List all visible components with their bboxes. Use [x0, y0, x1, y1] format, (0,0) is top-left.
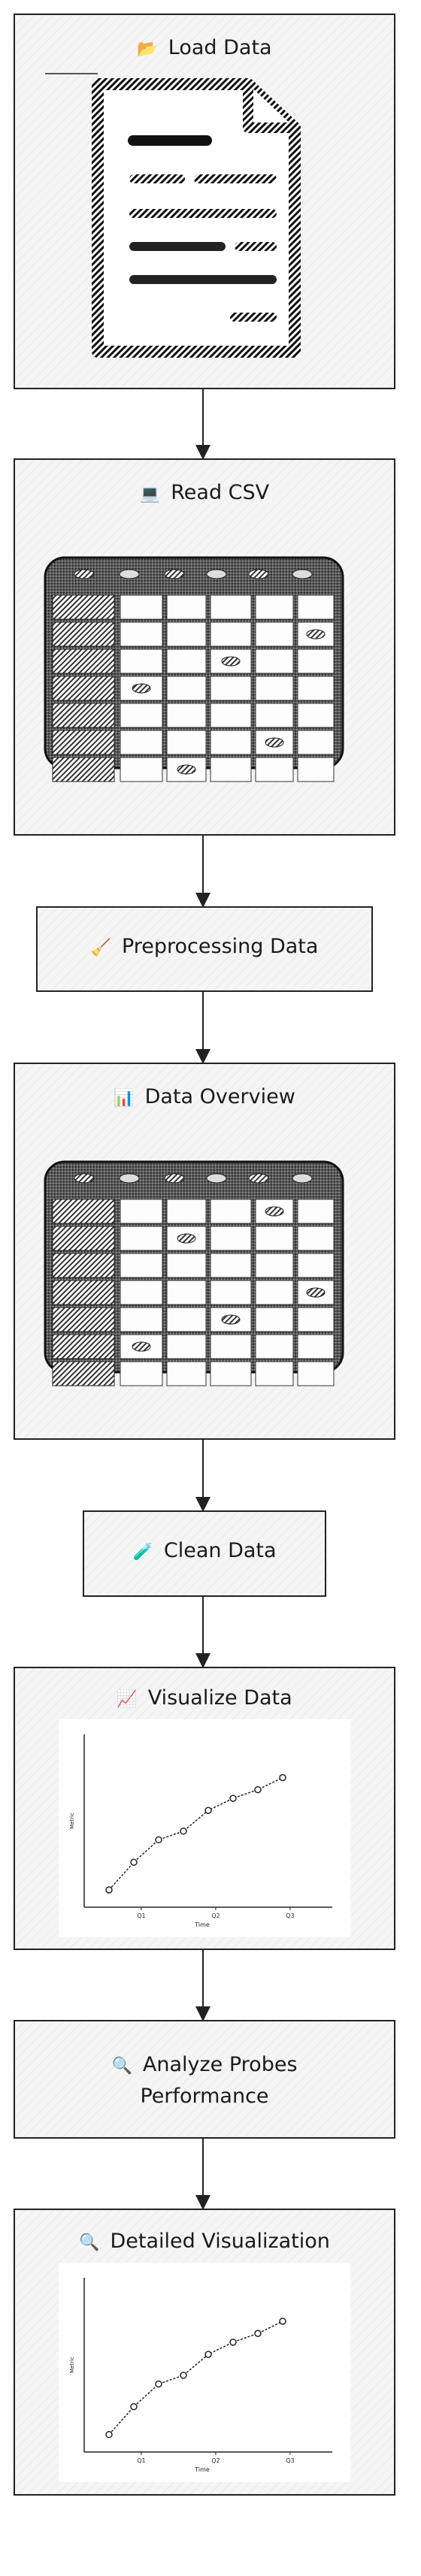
cell-mark [222, 657, 240, 666]
bar-chart-icon: 📊 [114, 1089, 135, 1108]
x-tick-label: Q1 [137, 2457, 146, 2464]
cell-mark [265, 738, 283, 747]
table-icon [15, 460, 397, 837]
node-visualize-data-label: Visualize Data [147, 1686, 292, 1710]
data-point [230, 2339, 236, 2345]
magnifier-icon: 🔍 [79, 2233, 100, 2252]
cell-mark [132, 1342, 150, 1351]
table-cell [210, 1280, 251, 1305]
node-clean-data-label: Clean Data [163, 1539, 277, 1562]
table-cell [120, 730, 162, 754]
table-cell [120, 1253, 162, 1277]
node-load-data[interactable] [14, 14, 395, 389]
row-header-cell [53, 730, 114, 754]
table-cell [210, 1199, 251, 1223]
data-point [106, 2432, 112, 2438]
table-cell [298, 676, 334, 700]
data-point [180, 1828, 186, 1834]
row-header-cell [53, 649, 114, 673]
x-tick-label: Q1 [137, 1912, 146, 1919]
table-cell [167, 703, 206, 727]
table-cell [167, 1308, 206, 1332]
data-point [156, 1837, 162, 1843]
table-cell [256, 622, 293, 646]
table-cell [167, 1280, 206, 1305]
node-preprocessing[interactable] [36, 906, 373, 992]
table-cell [210, 1253, 251, 1277]
table-cell [167, 730, 206, 754]
document-icon [15, 15, 397, 391]
row-header-cell [53, 1335, 114, 1359]
node-load-data-label: Load Data [168, 36, 272, 59]
header-dot [165, 570, 184, 579]
cell-mark [222, 1315, 240, 1324]
table-cell [120, 1308, 162, 1332]
header-dot [74, 1174, 94, 1183]
node-preprocessing-title [38, 935, 371, 958]
table-cell [256, 1280, 293, 1305]
table-cell [167, 622, 206, 646]
table-cell [120, 1199, 162, 1223]
table-cell [120, 757, 162, 782]
table-cell [210, 703, 251, 727]
table-cell [120, 595, 162, 619]
table-cell [298, 1199, 334, 1223]
header-dot [249, 1174, 268, 1183]
node-data-overview[interactable] [14, 1063, 395, 1440]
table-cell [210, 757, 251, 782]
table-icon [15, 1064, 397, 1441]
data-point [255, 1787, 261, 1793]
row-header-cell [53, 1226, 114, 1250]
table-cell [210, 622, 251, 646]
table-cell [120, 622, 162, 646]
row-header-cell [53, 676, 114, 700]
table-cell [298, 595, 334, 619]
cell-mark [177, 1234, 195, 1243]
table-cell [120, 1226, 162, 1250]
table-cell [210, 1226, 251, 1250]
line-chart-icon: 📈 [117, 1690, 138, 1709]
node-analyze-probes-title [15, 2050, 394, 2112]
data-point [205, 1807, 211, 1813]
header-dot [292, 570, 312, 579]
x-tick-label: Q3 [286, 2457, 295, 2464]
data-point [205, 2351, 211, 2357]
table-cell [256, 1308, 293, 1332]
x-axis-label: Time [195, 2466, 210, 2473]
laptop-icon: 💻 [139, 485, 161, 503]
node-detailed-visualization[interactable] [14, 2209, 395, 2496]
folder-icon: 📂 [137, 40, 158, 59]
table-cell [256, 1335, 293, 1359]
header-dot [165, 1174, 184, 1183]
cell-mark [265, 1207, 283, 1216]
table-cell [298, 1362, 334, 1386]
node-clean-data[interactable] [83, 1510, 326, 1597]
table-cell [167, 1335, 206, 1359]
table-cell [256, 595, 293, 619]
table-cell [298, 1226, 334, 1250]
header-dot [207, 1174, 226, 1183]
data-point [280, 1775, 286, 1781]
row-header-cell [53, 703, 114, 727]
node-analyze-probes[interactable] [14, 2020, 395, 2139]
row-header-cell [53, 1362, 114, 1386]
data-point [131, 1859, 137, 1865]
table-cell [210, 1362, 251, 1386]
x-axis-label: Time [195, 1921, 210, 1928]
header-dot [292, 1174, 312, 1183]
node-data-overview-label: Data Overview [144, 1085, 295, 1108]
node-analyze-probes-label-line1: Analyze Probes [142, 2053, 298, 2076]
table-cell [210, 595, 251, 619]
cell-mark [177, 765, 195, 774]
table-cell [210, 730, 251, 754]
y-axis-label: Metric [69, 1813, 75, 1829]
table-cell [298, 1335, 334, 1359]
row-header-cell [53, 1308, 114, 1332]
table-cell [120, 703, 162, 727]
series-line [109, 1778, 283, 1891]
table-cell [256, 1362, 293, 1386]
table-cell [210, 676, 251, 700]
header-dot [120, 1174, 139, 1183]
table-cell [256, 703, 293, 727]
data-point [106, 1887, 112, 1893]
table-cell [298, 730, 334, 754]
table-cell [167, 1362, 206, 1386]
cell-mark [132, 684, 150, 693]
row-header-cell [53, 1280, 114, 1305]
node-read-csv[interactable] [14, 458, 395, 836]
header-dot [120, 570, 139, 579]
cell-mark [307, 630, 325, 639]
x-tick-label: Q2 [211, 2457, 220, 2464]
table-cell [256, 757, 293, 782]
line-chart-visualize [59, 1719, 350, 1937]
cell-mark [307, 1288, 325, 1297]
node-detailed-visualization-title [15, 2230, 394, 2253]
table-cell [120, 649, 162, 673]
table-cell [167, 1199, 206, 1223]
data-point [156, 2381, 162, 2387]
header-dot [74, 570, 94, 579]
data-point [280, 2318, 286, 2324]
data-point [230, 1795, 236, 1801]
row-header-cell [53, 595, 114, 619]
node-clean-data-title [84, 1539, 325, 1562]
table-cell [120, 1362, 162, 1386]
broom-icon: 🧹 [90, 939, 111, 957]
table-cell [167, 649, 206, 673]
series-line [109, 2321, 283, 2435]
table-cell [298, 757, 334, 782]
table-cell [298, 1308, 334, 1332]
header-dot [249, 570, 268, 579]
table-cell [167, 595, 206, 619]
y-axis-label: Metric [69, 2357, 75, 2373]
row-header-cell [53, 622, 114, 646]
table-cell [298, 703, 334, 727]
magnifier-icon: 🔍 [111, 2057, 132, 2076]
table-cell [120, 1280, 162, 1305]
node-preprocessing-label: Preprocessing Data [121, 935, 319, 958]
table-cell [210, 1335, 251, 1359]
test-tube-icon: 🧪 [132, 1543, 153, 1562]
data-point [255, 2330, 261, 2336]
table-cell [167, 1253, 206, 1277]
table-cell [256, 676, 293, 700]
table-cell [256, 649, 293, 673]
table-cell [298, 649, 334, 673]
row-header-cell [53, 1199, 114, 1223]
table-cell [298, 1253, 334, 1277]
table-cell [256, 1253, 293, 1277]
data-point [131, 2404, 137, 2410]
row-header-cell [53, 757, 114, 782]
header-dot [207, 570, 226, 579]
x-tick-label: Q3 [286, 1912, 295, 1919]
node-visualize-data-title [15, 1686, 394, 1710]
node-analyze-probes-label-line2: Performance [140, 2085, 269, 2108]
data-point [180, 2372, 186, 2378]
table-cell [256, 1226, 293, 1250]
node-detailed-visualization-label: Detailed Visualization [110, 2230, 330, 2253]
row-header-cell [53, 1253, 114, 1277]
node-read-csv-label: Read CSV [171, 481, 270, 504]
table-cell [167, 676, 206, 700]
node-visualize-data[interactable] [14, 1667, 395, 1950]
line-chart-detailed [59, 2263, 350, 2482]
x-tick-label: Q2 [211, 1912, 220, 1919]
